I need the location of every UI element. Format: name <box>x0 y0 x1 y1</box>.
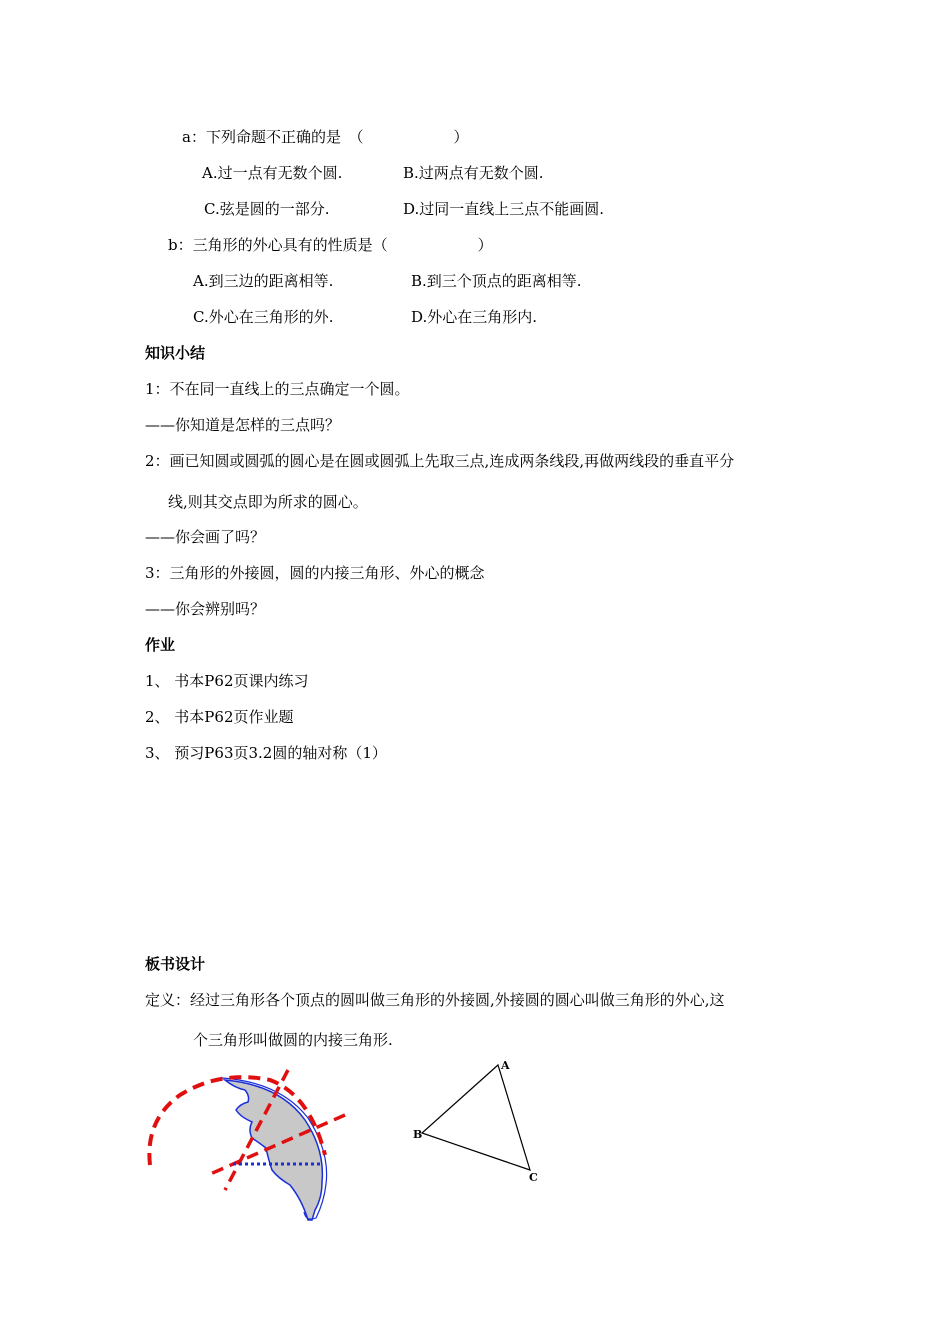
quiz-a-option-c: C.弦是圆的一部分. <box>204 200 330 218</box>
homework-heading: 作业 <box>145 636 176 654</box>
quiz-b-option-b: B.到三个顶点的距离相等. <box>411 272 582 290</box>
quiz-a-option-a: A.过一点有无数个圆. <box>202 164 343 182</box>
circle-fragment-shape <box>225 1080 322 1220</box>
quiz-a-option-b: B.过两点有无数个圆. <box>403 164 544 182</box>
circle-fragment-diagram <box>140 1060 360 1230</box>
summary-item-2-line-1: 2：画已知圆或圆弧的圆心是在圆或圆弧上先取三点,连成两条线段,再做两线段的垂直平分 <box>145 452 735 470</box>
quiz-a-question: a：下列命题不正确的是 （ ） <box>182 128 469 146</box>
quiz-b-option-d: D.外心在三角形内. <box>411 308 538 326</box>
board-definition-line-2: 个三角形叫做圆的内接三角形. <box>193 1031 393 1049</box>
vertex-a-label: A <box>501 1059 510 1072</box>
triangle-diagram <box>410 1058 545 1183</box>
quiz-b-question: b：三角形的外心具有的性质是（ ） <box>168 236 493 254</box>
vertex-c-label: C <box>529 1171 538 1184</box>
vertex-b-label: B <box>413 1128 423 1141</box>
triangle-abc <box>422 1065 530 1170</box>
summary-item-2-question: ——你会画了吗？ <box>145 528 266 546</box>
quiz-b-option-a: A.到三边的距离相等. <box>193 272 334 290</box>
board-definition-line-1: 定义：经过三角形各个顶点的圆叫做三角形的外接圆,外接圆的圆心叫做三角形的外心,这 <box>145 991 725 1009</box>
summary-heading: 知识小结 <box>145 344 206 362</box>
homework-item-2: 2、 书本P62页作业题 <box>145 708 294 726</box>
homework-item-3: 3、 预习P63页3.2圆的轴对称（1） <box>145 744 387 762</box>
summary-item-3: 3：三角形的外接圆，圆的内接三角形、外心的概念 <box>145 564 485 582</box>
summary-item-2-line-2: 线,则其交点即为所求的圆心。 <box>168 493 368 511</box>
quiz-b-option-c: C.外心在三角形的外. <box>193 308 334 326</box>
summary-item-1: 1：不在同一直线上的三点确定一个圆。 <box>145 380 410 398</box>
board-heading: 板书设计 <box>145 955 206 973</box>
summary-item-3-question: ——你会辨别吗？ <box>145 600 266 618</box>
summary-item-1-question: ——你知道是怎样的三点吗？ <box>145 416 341 434</box>
homework-item-1: 1、 书本P62页课内练习 <box>145 672 309 690</box>
quiz-a-option-d: D.过同一直线上三点不能画圆. <box>403 200 605 218</box>
